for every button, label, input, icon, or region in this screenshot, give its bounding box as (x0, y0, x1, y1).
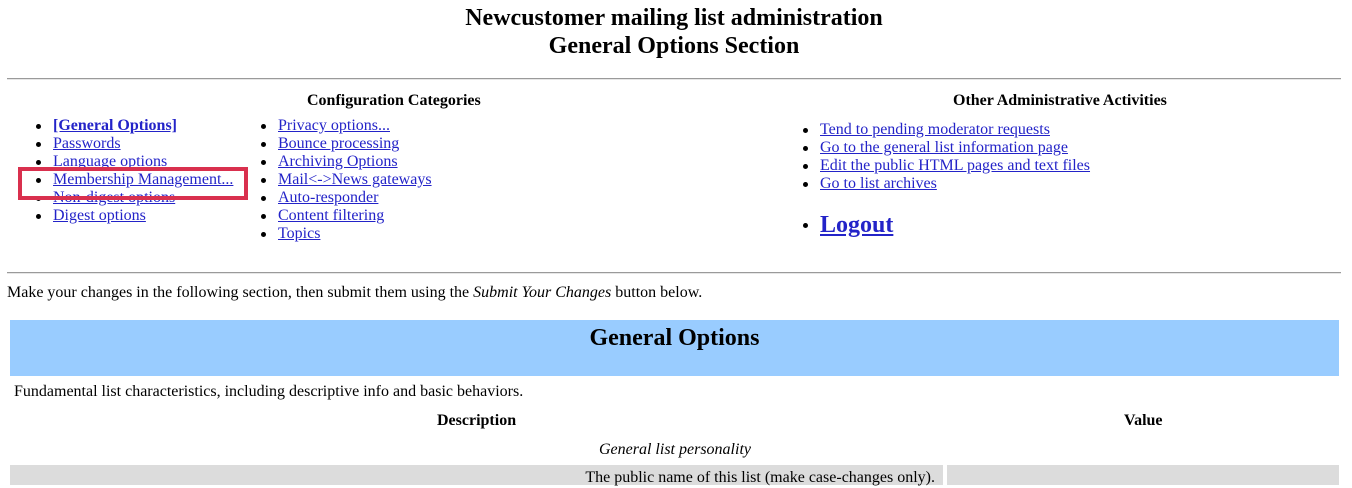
section-banner (10, 320, 1339, 376)
description-column-header: Description (437, 412, 517, 429)
category-link-digest-options[interactable]: Digest options (53, 207, 146, 224)
config-categories-heading: Configuration Categories (307, 92, 481, 109)
category-item (53, 171, 233, 189)
category-link-topics[interactable]: Topics (278, 225, 321, 242)
other-activities-heading: Other Administrative Activities (953, 92, 1167, 109)
category-item (278, 135, 432, 153)
category-link-passwords[interactable]: Passwords (53, 135, 121, 152)
page-title: Newcustomer mailing list administration (465, 5, 883, 31)
other-activities-list (820, 121, 1090, 193)
instructions-text (7, 283, 702, 303)
config-categories-column-1 (53, 117, 233, 225)
category-link-non-digest-options[interactable]: Non-digest options (53, 189, 176, 206)
instructions-after: button below. (611, 284, 703, 301)
activity-item (820, 157, 1090, 175)
option-row-description (10, 465, 943, 485)
option-row-value (947, 465, 1339, 485)
category-item (278, 207, 432, 225)
category-link-language-options[interactable]: Language options (53, 153, 168, 170)
option-description-text: The public name of this list (make case-changes only). (585, 469, 935, 486)
section-subheading: General list personality (599, 441, 751, 458)
category-link-privacy-options[interactable]: Privacy options... (278, 117, 390, 134)
section-title: General Options (589, 325, 760, 351)
category-link-content-filtering[interactable]: Content filtering (278, 207, 385, 224)
category-item (53, 207, 233, 225)
category-item (53, 189, 233, 207)
category-item (278, 171, 432, 189)
top-divider (7, 78, 1341, 80)
value-column-header: Value (1124, 412, 1163, 429)
activity-item (820, 175, 1090, 193)
section-description: Fundamental list characteristics, including descriptive info and basic behaviors. (14, 383, 524, 400)
config-categories-column-2 (278, 117, 432, 243)
middle-divider (7, 272, 1341, 274)
logout-link[interactable]: Logout (820, 212, 894, 238)
edit-public-pages-link[interactable]: Edit the public HTML pages and text files (820, 157, 1091, 174)
category-link-mail-news-gateways[interactable]: Mail<->News gateways (278, 171, 432, 188)
category-item (53, 117, 233, 135)
page-header (0, 4, 1348, 60)
category-link-archiving-options[interactable]: Archiving Options (278, 153, 398, 170)
category-item (53, 153, 233, 171)
instructions-emphasis: Submit Your Changes (473, 284, 612, 301)
activity-item (820, 139, 1090, 157)
category-item (53, 135, 233, 153)
category-link-bounce-processing[interactable]: Bounce processing (278, 135, 400, 152)
category-item (278, 153, 432, 171)
category-link-general-options[interactable]: [General Options] (53, 117, 177, 134)
category-item (278, 117, 432, 135)
pending-moderator-requests-link[interactable]: Tend to pending moderator requests (820, 121, 1050, 138)
category-link-membership-management[interactable]: Membership Management... (53, 171, 234, 188)
activity-item (820, 121, 1090, 139)
category-item (278, 189, 432, 207)
instructions-before: Make your changes in the following section, then submit them using the (7, 284, 474, 301)
category-item (278, 225, 432, 243)
page-subtitle: General Options Section (548, 33, 800, 59)
list-archives-link[interactable]: Go to list archives (820, 175, 937, 192)
category-link-auto-responder[interactable]: Auto-responder (278, 189, 379, 206)
list-info-page-link[interactable]: Go to the general list information page (820, 139, 1068, 156)
logout-list (820, 210, 893, 240)
logout-item (820, 210, 893, 240)
